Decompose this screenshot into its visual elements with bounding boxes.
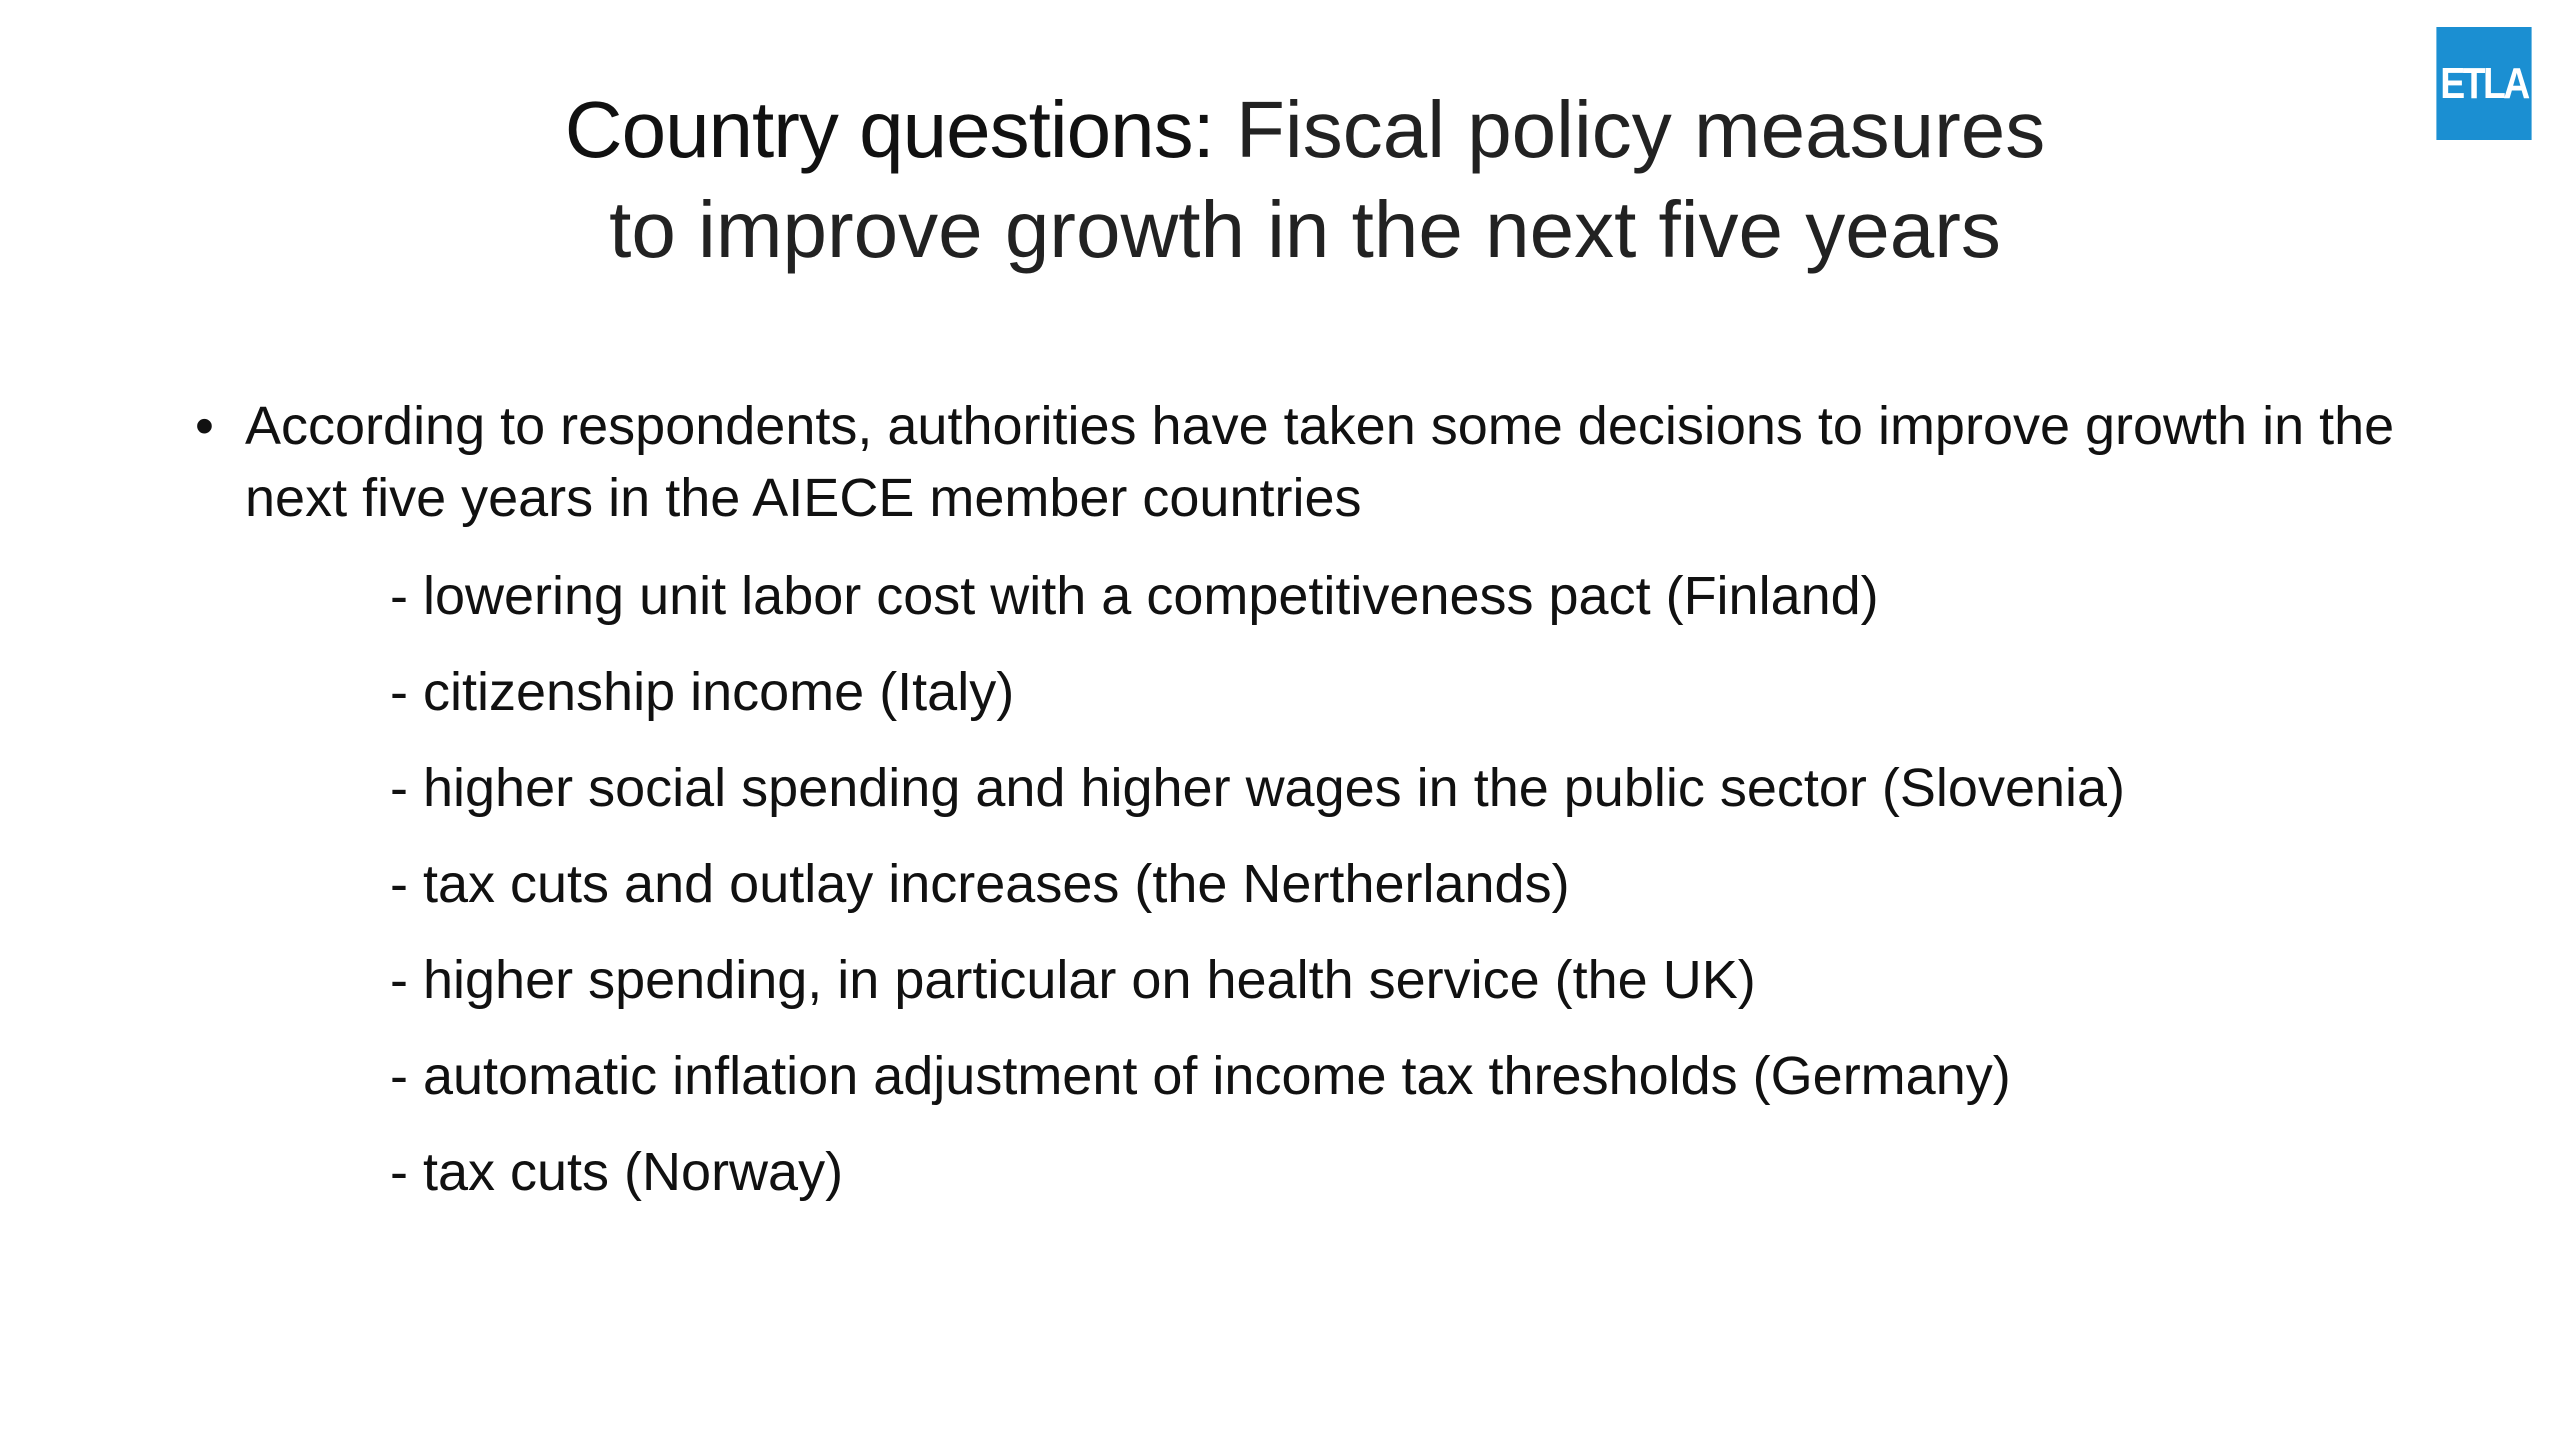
bullet-icon: • [195,396,214,456]
logo-text: ETLA [2440,58,2528,108]
title-bold-part: Country questions: [564,85,1214,174]
list-item: - automatic inflation adjustment of income tax thresholds (Germany) [390,1046,2011,1106]
bullet-point [195,390,2445,534]
list-item: - higher spending, in particular on health service (the UK) [390,950,1756,1010]
slide-body [195,390,2445,1232]
bullet-text: According to respondents, authorities have taken some decisions to improve growth in the next five years in the AIECE member countries [245,396,2395,528]
list-item: - higher social spending and higher wages in the public sector (Slovenia) [390,758,2126,818]
measures-list [195,560,2445,1208]
list-item: - lowering unit labor cost with a competitiveness pact (Finland) [390,566,1879,626]
title-line-1 [0,80,2560,180]
title-rest-part: Fiscal policy measures [1213,85,2046,174]
list-item: - citizenship income (Italy) [390,662,1015,722]
slide-title [0,80,2560,280]
title-line-2: to improve growth in the next five years [609,185,2001,274]
list-item: - tax cuts and outlay increases (the Nertherlands) [390,854,1570,914]
list-item: - tax cuts (Norway) [390,1142,844,1202]
